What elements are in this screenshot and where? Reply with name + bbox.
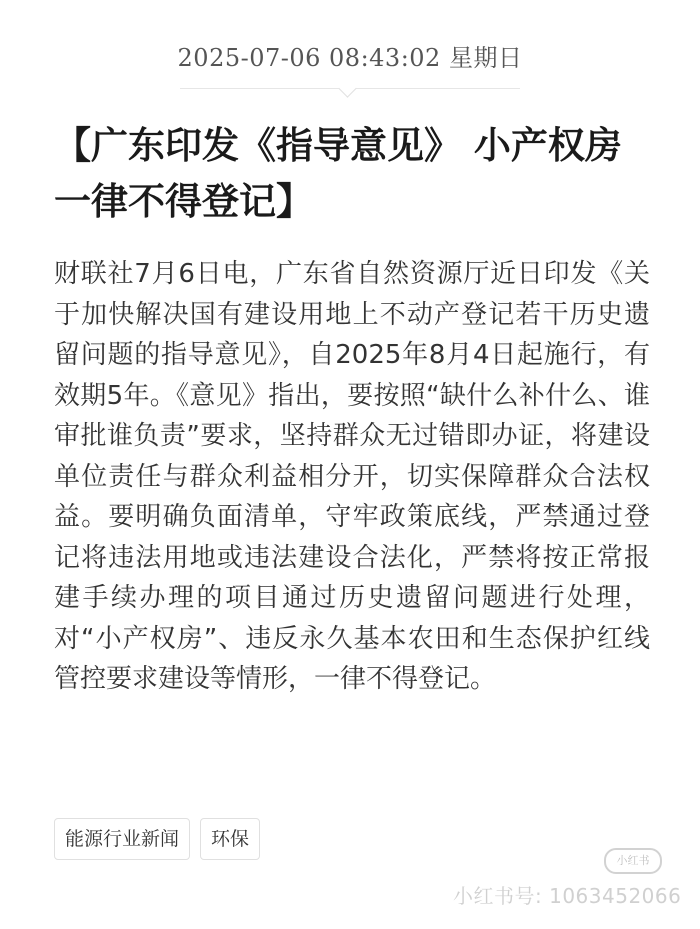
xiaohongshu-logo-watermark: 小红书: [604, 848, 662, 874]
publish-timestamp: 2025-07-06 08:43:02 星期日: [177, 44, 523, 72]
watermark-account-id: 小红书号: 1063452066: [453, 884, 682, 908]
article-title: 【广东印发《指导意见》 小产权房一律不得登记】: [54, 124, 622, 223]
article-body: 财联社7月6日电，广东省自然资源厅近日印发《关于加快解决国有建设用地上不动产登记若干历史遗留问题的指导意见》，自2025年8月4日起施行，有效期5年。《意见》指出，要按照“缺什么补什么、谁审批谁负责”要求，坚持群众无过错即办证，将建设单位责任与群众利益相分开，切实保障群众合法权益。要明确负面清单，守牢政策底线，严禁通过登记将违法用地或违法建设合法化，严禁将按正常报建手续办理的项目通过历史遗留问题进行处理，对“小产权房”、违反永久基本农田和生态保护红线管控要求建设等情形，一律不得登记。: [54, 259, 650, 694]
tag-list: [54, 818, 260, 860]
divider-notch: [338, 79, 356, 97]
tag-environment[interactable]: 环保: [200, 818, 260, 860]
tag-energy-news[interactable]: 能源行业新闻: [54, 818, 190, 860]
